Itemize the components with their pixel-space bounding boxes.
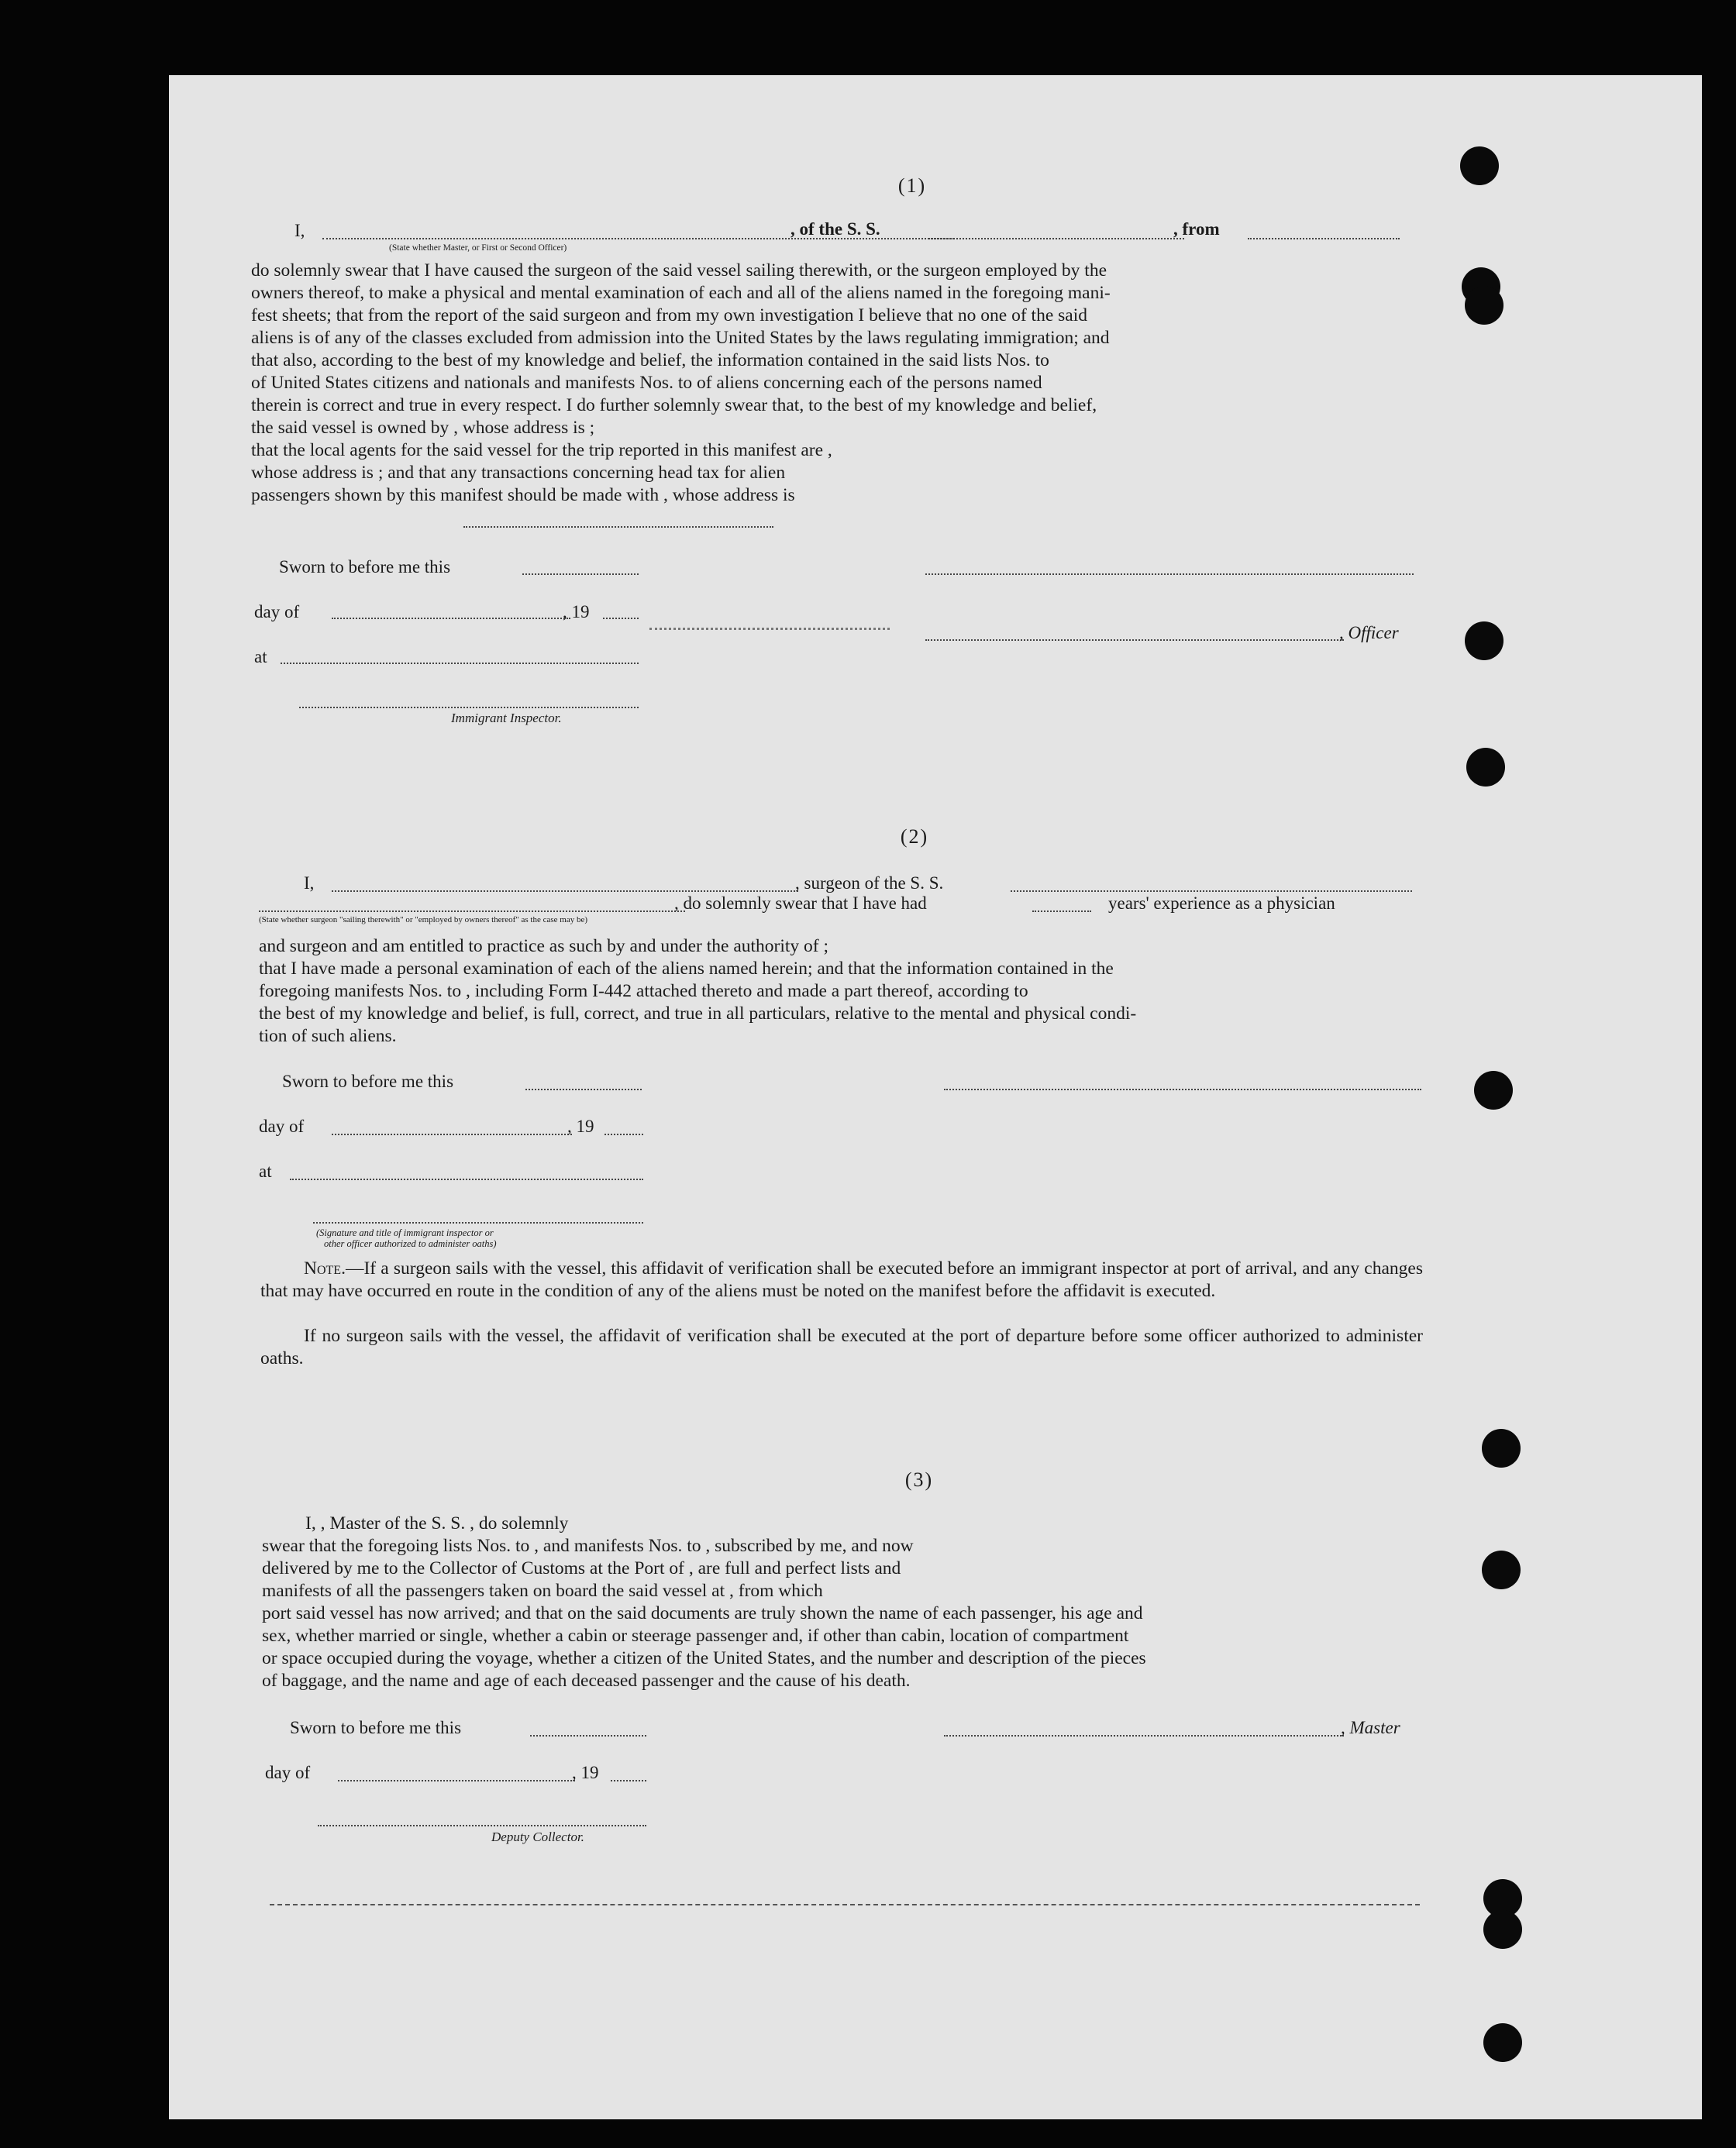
s3-year: , 19 <box>572 1763 599 1782</box>
s1-ship-line <box>928 238 1184 239</box>
s1-body-line: the said vessel is owned by , whose address is ; <box>251 418 595 438</box>
s1-at: at <box>254 647 267 666</box>
s2-body-line: the best of my knowledge and belief, is full, correct, and true in all particulars, relative to the mental and physical condi- <box>259 1003 1137 1024</box>
s2-note <box>260 1258 1423 1303</box>
s1-body-line: aliens is of any of the classes excluded from admission into the United States by the laws regulating immigration; and <box>251 328 1110 348</box>
s2-note-text: —If a surgeon sails with the vessel, this affidavit of verification shall be executed before an immigrant inspector at port of arrival, and any changes that may have occurred en route in the condition of any of the aliens must be noted on the manifest before the affidavit is executed. <box>260 1258 1423 1301</box>
s1-officer-sig-line <box>925 573 1414 575</box>
s3-sworn-line <box>530 1735 646 1737</box>
s1-inspector-line <box>299 707 639 708</box>
s1-tail-line <box>463 526 773 528</box>
punch-hole <box>1465 621 1504 660</box>
s3-year-line <box>611 1780 646 1781</box>
s1-day-line <box>332 618 570 619</box>
s1-of-ss: , of the S. S. <box>790 219 880 239</box>
s3-body-line: manifests of all the passengers taken on board the said vessel at , from which <box>262 1581 823 1601</box>
s2-body-line: foregoing manifests Nos. to , including Form I-442 attached thereto and made a part thereof, according to <box>259 981 1028 1001</box>
s1-year: , 19 <box>563 602 590 621</box>
s1-officer: , Officer <box>1339 623 1399 642</box>
document-page <box>169 75 1702 2119</box>
s2-sig-caption-2: other officer authorized to administer oaths) <box>324 1238 497 1249</box>
punch-hole <box>1465 286 1504 325</box>
s3-body-line: delivered by me to the Collector of Customs at the Port of , are full and perfect lists and <box>262 1558 901 1578</box>
s1-body-line: do solemnly swear that I have caused the surgeon of the said vessel sailing therewith, or the surgeon employed by the <box>251 260 1107 281</box>
s3-body-line: sex, whether married or single, whether a cabin or steerage passenger and, if other than cabin, location of compartment <box>262 1626 1129 1646</box>
s2-surgeon-of: , surgeon of the S. S. <box>795 873 944 893</box>
s1-body-line: passengers shown by this manifest should be made with , whose address is <box>251 485 795 505</box>
s3-body-line: of baggage, and the name and age of each deceased passenger and the cause of his death. <box>262 1671 911 1691</box>
s3-day-of: day of <box>265 1763 311 1782</box>
s1-body-line: that the local agents for the said vessel for the trip reported in this manifest are , <box>251 440 832 460</box>
s2-body-line: that I have made a personal examination of each of the aliens named herein; and that the information contained in the <box>259 959 1114 979</box>
s2-sig-caption-1: (Signature and title of immigrant inspector or <box>316 1227 494 1238</box>
s1-caption: (State whether Master, or First or Second Officer) <box>389 243 567 253</box>
s1-inspector: Immigrant Inspector. <box>451 711 562 725</box>
s2-inspector-line <box>313 1222 643 1224</box>
s3-body-line: I, , Master of the S. S. , do solemnly <box>305 1513 569 1534</box>
s1-body-line: fest sheets; that from the report of the said surgeon and from my own investigation I believe that no one of the said <box>251 305 1087 325</box>
s3-deputy-line <box>318 1825 646 1826</box>
s1-day-of: day of <box>254 602 300 621</box>
s1-body-line: whose address is ; and that any transactions concerning head tax for alien <box>251 463 786 483</box>
s1-from-line <box>1248 238 1400 239</box>
s1-at-line <box>281 663 639 664</box>
s3-deputy: Deputy Collector. <box>491 1830 584 1844</box>
section-3-number: (3) <box>904 1468 934 1491</box>
s2-day-of: day of <box>259 1117 305 1136</box>
s2-at-line <box>290 1179 643 1180</box>
s2-year: , 19 <box>567 1117 594 1136</box>
s1-sworn: Sworn to before me this <box>279 557 451 577</box>
s3-day-line <box>338 1780 575 1781</box>
s3-body-line: swear that the foregoing lists Nos. to , and manifests Nos. to , subscribed by me, and now <box>262 1536 914 1556</box>
punch-hole <box>1474 1071 1513 1110</box>
s3-body-line: or space occupied during the voyage, whether a citizen of the United States, and the number and description of the pieces <box>262 1648 1146 1668</box>
s2-name-line <box>332 890 798 892</box>
s2-ship-line <box>1011 890 1412 892</box>
s1-body-line: therein is correct and true in every respect. I do further solemnly swear that, to the best of my knowledge and belief, <box>251 395 1097 415</box>
s2-oath-i: I, <box>304 873 315 893</box>
s1-body-line: that also, according to the best of my knowledge and belief, the information contained in the said lists Nos. to <box>251 350 1049 370</box>
s1-body <box>251 260 1417 507</box>
s2-sworn-line <box>525 1089 642 1090</box>
s2-years: years' experience as a physician <box>1108 893 1335 913</box>
s1-sworn-line <box>522 573 639 575</box>
s3-master: , Master <box>1341 1718 1400 1737</box>
s2-capacity-line <box>259 910 685 912</box>
s2-at: at <box>259 1162 272 1181</box>
section-2-number: (2) <box>900 825 929 848</box>
punch-hole <box>1466 748 1505 787</box>
s1-officer-line <box>925 639 1344 641</box>
s2-body-line: tion of such aliens. <box>259 1026 397 1046</box>
s2-years-line <box>1032 910 1091 912</box>
s2-body <box>259 935 1421 1048</box>
s1-from: , from <box>1173 219 1220 239</box>
s2-note-label: Note. <box>304 1258 346 1279</box>
s2-day-line <box>332 1134 572 1135</box>
bottom-rule <box>270 1904 1420 1905</box>
punch-hole <box>1483 1910 1522 1949</box>
section-1-number: (1) <box>897 174 927 197</box>
s2-sig-line <box>944 1089 1421 1090</box>
s2-year-line <box>604 1134 643 1135</box>
s1-mid-dots <box>649 628 890 630</box>
s3-body-line: port said vessel has now arrived; and that on the said documents are truly shown the name of each passenger, his age and <box>262 1603 1143 1623</box>
punch-hole <box>1482 1429 1521 1468</box>
s2-body-line: and surgeon and am entitled to practice as such by and under the authority of ; <box>259 936 829 956</box>
s1-year-line <box>603 618 639 619</box>
s1-oath-i: I, <box>294 221 305 240</box>
punch-hole <box>1482 1551 1521 1589</box>
s3-master-line <box>944 1735 1344 1737</box>
s2-note-2: If no surgeon sails with the vessel, the affidavit of verification shall be executed at the port of departure before some officer authorized to administer oaths. <box>260 1326 1423 1368</box>
s1-body-line: of United States citizens and nationals and manifests Nos. to of aliens concerning each of the persons named <box>251 373 1042 393</box>
s1-body-line: owners thereof, to make a physical and mental examination of each and all of the aliens named in the foregoing mani- <box>251 283 1111 303</box>
s2-caption: (State whether surgeon "sailing therewith" or "employed by owners thereof" as the case may be) <box>259 915 588 924</box>
s3-sworn: Sworn to before me this <box>290 1718 462 1737</box>
s3-body <box>262 1513 1424 1692</box>
punch-hole <box>1483 2023 1522 2062</box>
s2-sworn: Sworn to before me this <box>282 1072 454 1091</box>
s2-swear: , do solemnly swear that I have had <box>674 893 927 913</box>
